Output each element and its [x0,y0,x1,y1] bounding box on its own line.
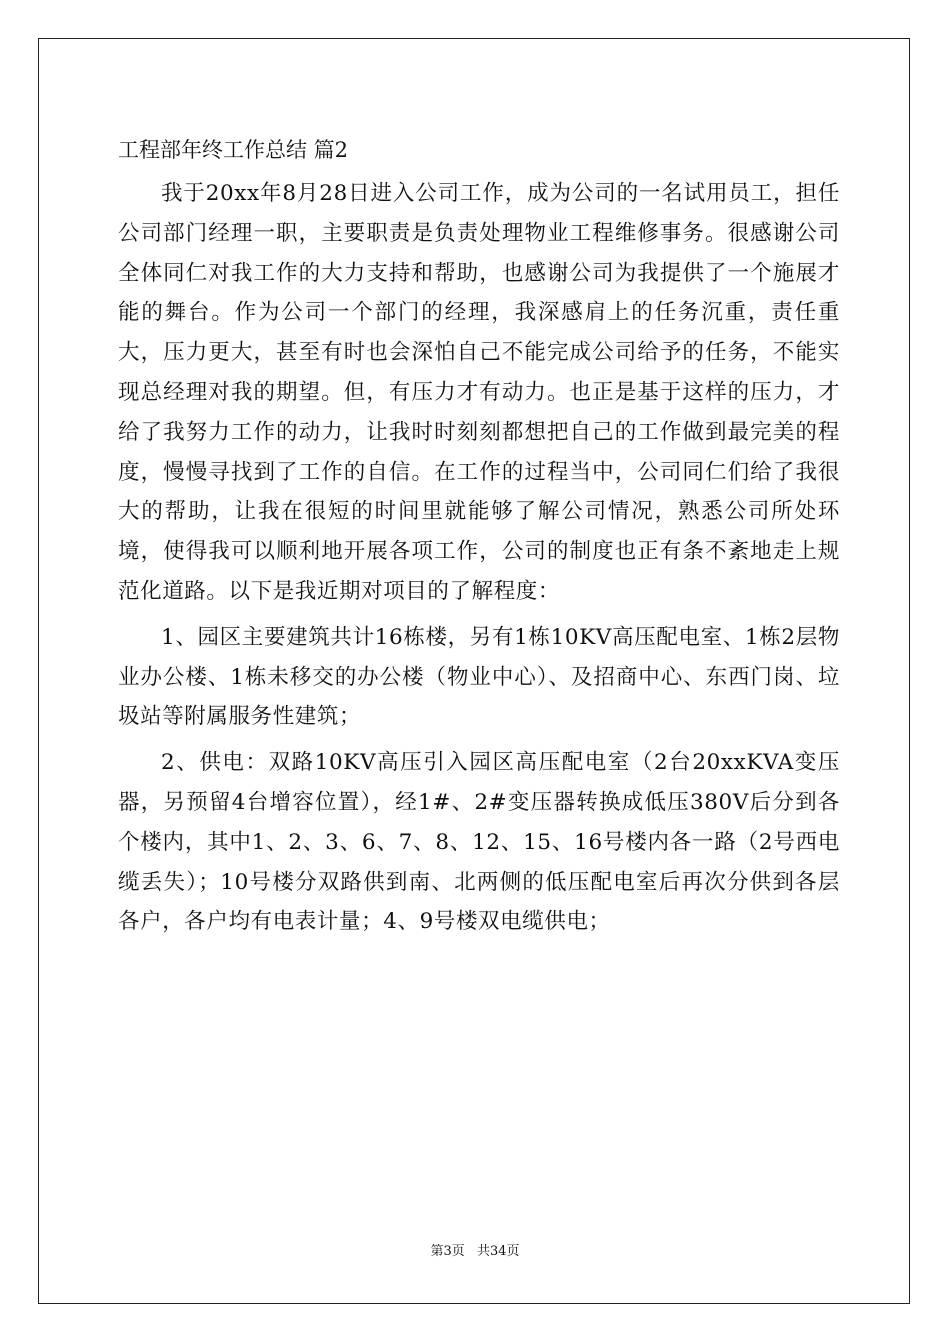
page-number: 第3页 [430,1244,465,1259]
paragraph-item-1: 1、园区主要建筑共计16栋楼，另有1栋10KV高压配电室、1栋2层物业办公楼、1栋未移交的办公楼（物业中心）、及招商中心、东西门岗、垃圾站等附属服务性建筑； [118,624,840,730]
page-footer [0,1240,950,1259]
document-title: 工程部年终工作总结 篇2 [118,138,349,162]
paragraph-item-2: 2、供电：双路10KV高压引入园区高压配电室（2台20xxKVA变压器，另预留4台增容位置），经1#、2#变压器转换成低压380V后分到各个楼内，其中1、2、3、6、7、8、12、15、16号楼内各一路（2号西电缆丢失）；10号楼分双路供到南、北两侧的低压配电室后再次分供到各层各户，各户均有电表计量；4、9号楼双电缆供电； [118,750,840,935]
page-total: 共34页 [476,1244,520,1259]
document-body [118,132,840,948]
paragraph-intro: 我于20xx年8月28日进入公司工作，成为公司的一名试用员工，担任公司部门经理一职，主要职责是负责处理物业工程维修事务。很感谢公司全体同仁对我工作的大力支持和帮助，也感谢公司为我提供了一个施展才能的舞台。作为公司一个部门的经理，我深感肩上的任务沉重，责任重大，压力更大，甚至有时也会深怕自己不能完成公司给予的任务，不能实现总经理对我的期望。但，有压力才有动力。也正是基于这样的压力，才给了我努力工作的动力，让我时时刻刻都想把自己的工作做到最完美的程度，慢慢寻找到了工作的自信。在工作的过程当中，公司同仁们给了我很大的帮助，让我在很短的时间里就能够了解公司情况，熟悉公司所处环境，使得我可以顺利地开展各项工作，公司的制度也正有条不紊地走上规范化道路。以下是我近期对项目的了解程度： [118,181,840,604]
